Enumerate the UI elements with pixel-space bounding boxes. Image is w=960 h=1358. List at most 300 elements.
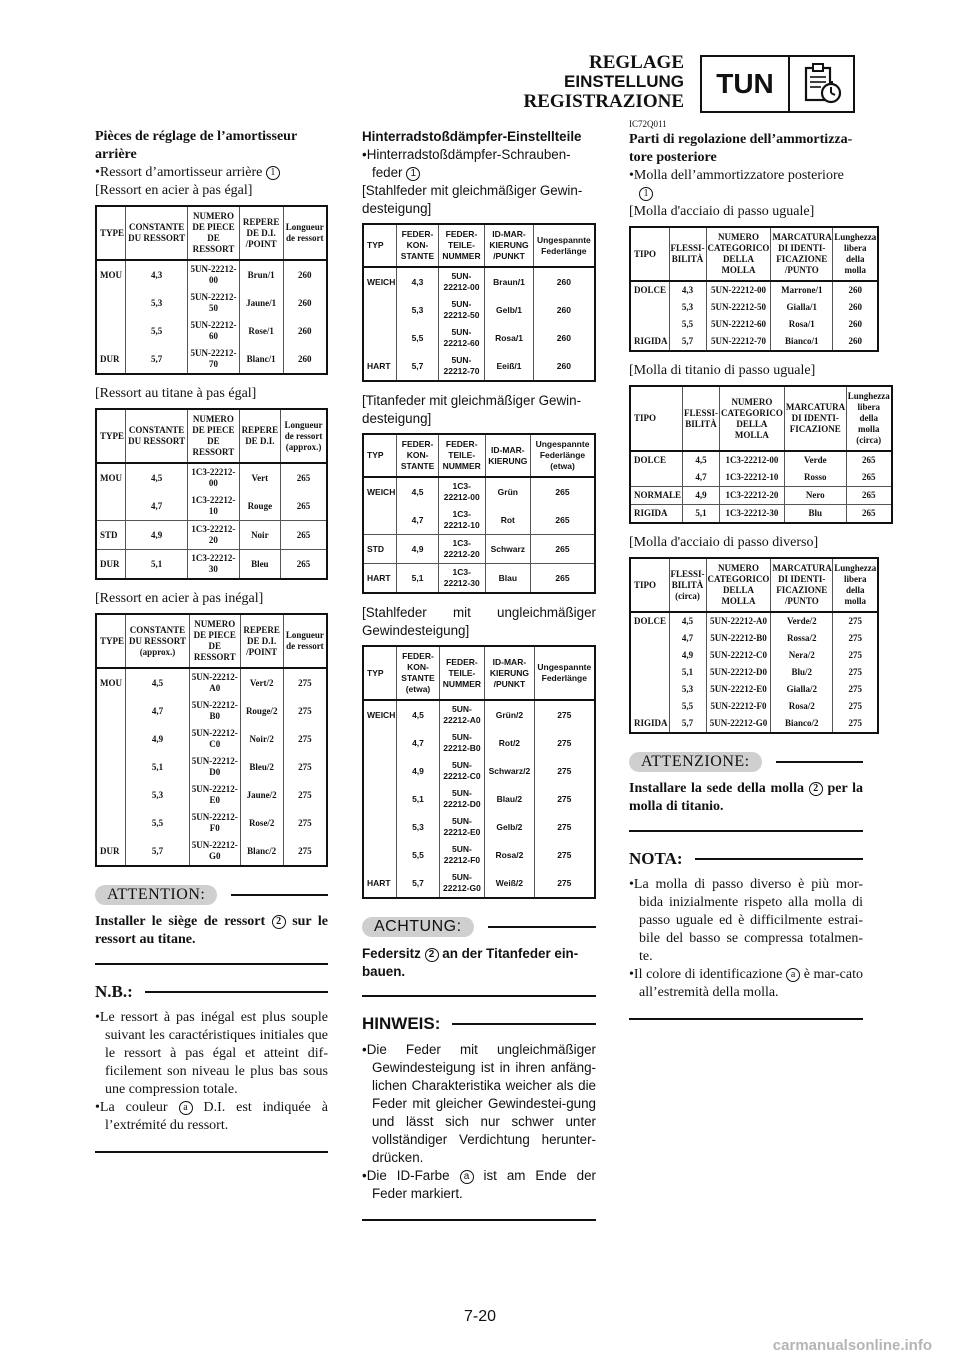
- table-cell: DUR: [100, 845, 120, 856]
- column-header: TIPO: [630, 558, 669, 612]
- table-cell: [630, 664, 669, 681]
- table-cell: 5UN-22212-50: [438, 296, 485, 324]
- table-cell: MOU: [100, 472, 122, 483]
- table-row: [630, 505, 892, 524]
- table-row: [363, 700, 595, 729]
- column-header: NUMERO CATEGORICO DELLA MOLLA: [706, 558, 771, 612]
- fr-note-label: N.B.:: [95, 982, 133, 1001]
- table-row: [363, 813, 595, 841]
- table-row: [363, 785, 595, 813]
- table-cell: 5UN-22212-F0: [706, 698, 771, 715]
- table-cell: 5,1: [669, 664, 706, 681]
- table-cell: DOLCE: [634, 616, 667, 626]
- table-cell: Rosa/1: [485, 324, 533, 352]
- de-bullet-spring: •Hinterradstoßdämpfer-Schrauben-feder 1: [362, 147, 571, 180]
- table-cell: 5,5: [669, 316, 706, 333]
- table-cell: Blu: [784, 505, 846, 524]
- table-cell: 260: [283, 317, 327, 345]
- divider: [231, 894, 328, 896]
- table-cell: 4,3: [126, 260, 188, 289]
- table-cell: 5,1: [397, 785, 439, 813]
- table-cell: 275: [534, 729, 595, 757]
- table-cell: 275: [534, 700, 595, 729]
- fr-table-titanium-equal: [95, 408, 328, 580]
- table-cell: [363, 729, 397, 757]
- table-cell: RIGIDA: [634, 718, 668, 728]
- table-cell: 5,3: [669, 681, 706, 698]
- table-cell: Gialla/2: [771, 681, 833, 698]
- table-cell: 4,9: [126, 725, 190, 753]
- table-cell: 4,5: [669, 612, 706, 630]
- table-cell: 4,7: [126, 492, 188, 521]
- table-cell: 260: [533, 352, 595, 381]
- fr-table-steel-unequal: [95, 613, 328, 867]
- table-cell: 5UN-22212-50: [188, 289, 239, 317]
- column-header: CONSTANTE DU RESSORT: [126, 206, 188, 260]
- table-cell: [96, 809, 126, 837]
- table-cell: 4,7: [683, 469, 720, 487]
- table-cell: Rot: [485, 506, 530, 535]
- table-cell: 265: [846, 505, 892, 524]
- table-cell: Vert: [239, 463, 281, 492]
- column-header: Ungespannte Federlänge (etwa): [531, 434, 596, 477]
- table-row: [96, 317, 327, 345]
- column-header: REPERE DE D.I. /POINT: [240, 614, 283, 668]
- table-cell: 5,7: [397, 352, 438, 381]
- table-cell: 5UN-22212-00: [706, 281, 771, 299]
- callout-1: 1: [406, 167, 420, 181]
- table-cell: 260: [833, 316, 879, 333]
- fr-table2-caption: [Ressort au titane à pas égal]: [95, 386, 257, 401]
- table-cell: 265: [531, 564, 596, 594]
- fr-table1-caption: [Ressort en acier à pas égal]: [95, 183, 253, 198]
- table-cell: 4,5: [397, 477, 438, 506]
- table-cell: 260: [283, 289, 327, 317]
- header-title-fr: REGLAGE: [588, 52, 684, 73]
- de-warning-label: ACHTUNG:: [362, 917, 474, 937]
- table-cell: 275: [283, 809, 327, 837]
- table-cell: Rosa/2: [485, 841, 534, 869]
- table-cell: 1C3-22212-30: [720, 505, 785, 524]
- table-row: [96, 809, 327, 837]
- table-cell: RIGIDA: [634, 336, 668, 346]
- column-header: Lunghezza libera della molla: [833, 558, 879, 612]
- table-cell: Blanc/2: [240, 837, 283, 866]
- callout-1: 1: [639, 187, 653, 201]
- column-header: NUMERO CATEGORICO DELLA MOLLA: [720, 386, 785, 451]
- table-cell: Grün/2: [485, 700, 534, 729]
- it-warning-text: Installare la sede della molla 2 per la molla di titanio.: [629, 781, 864, 814]
- column-header: CONSTANTE DU RESSORT: [126, 409, 188, 463]
- table-cell: Rouge/2: [240, 697, 283, 725]
- table-cell: Nero: [784, 487, 846, 505]
- column-header: FEDER-TEILE-NUMMER: [438, 224, 485, 267]
- table-cell: WEICH: [367, 709, 396, 720]
- fr-bullet-spring: •Ressort d’amortisseur arrière 1: [95, 164, 328, 182]
- column-header: ID-MAR-KIERUNG /PUNKT: [485, 646, 534, 700]
- divider: [776, 761, 863, 763]
- page-number: 7-20: [463, 1308, 497, 1325]
- table-cell: 5UN-22212-70: [706, 333, 771, 351]
- table-cell: [630, 316, 669, 333]
- table-row: [96, 260, 327, 289]
- column-header: REPERE DE D.I. /POINT: [239, 206, 283, 260]
- table-cell: 275: [283, 753, 327, 781]
- table-cell: 275: [283, 725, 327, 753]
- table-row: [96, 289, 327, 317]
- table-cell: 275: [833, 664, 879, 681]
- table-cell: 275: [534, 841, 595, 869]
- table-cell: Eeiß/1: [485, 352, 533, 381]
- table-cell: Rose/2: [240, 809, 283, 837]
- table-cell: 4,9: [669, 647, 706, 664]
- table-cell: 5UN-22212-E0: [189, 781, 240, 809]
- table-cell: 260: [533, 324, 595, 352]
- table-cell: [363, 841, 397, 869]
- table-row: [363, 267, 595, 296]
- table-cell: 5,3: [397, 813, 439, 841]
- it-table3-caption: [Molla d'acciaio di passo diverso]: [629, 535, 819, 550]
- it-table2-caption: [Molla di titanio di passo uguale]: [629, 363, 816, 378]
- divider: [452, 1023, 596, 1025]
- table-row: [96, 753, 327, 781]
- de-note-2: •Die ID-Farbe a ist am Ende der Feder markiert.: [362, 1168, 596, 1201]
- column-header: TYPE: [96, 614, 126, 668]
- table-cell: [630, 647, 669, 664]
- table-cell: 5,7: [126, 837, 190, 866]
- column-header: MARCATURA DI IDENTI-FICAZIONE /PUNTO: [771, 227, 833, 281]
- table-cell: 5,3: [669, 299, 706, 316]
- table-cell: DOLCE: [634, 285, 667, 295]
- table-cell: Gelb/2: [485, 813, 534, 841]
- table-cell: [363, 324, 397, 352]
- table-cell: Vert/2: [240, 668, 283, 697]
- table-cell: Grün: [485, 477, 530, 506]
- table-cell: WEICH: [367, 276, 396, 287]
- table-row: [96, 521, 327, 550]
- table-cell: 1C3-22212-10: [720, 469, 785, 487]
- table-header-row: [96, 614, 327, 668]
- table-cell: Jaune/1: [239, 289, 283, 317]
- fr-note-1: •Le ressort à pas inégal est plus souple suivant les caractéristiques initiales que le ressort à pas égal et atteint dif-ficilement son niveau le plus bas sous une compression totale.: [95, 1010, 328, 1097]
- table-cell: [363, 757, 397, 785]
- de-table3-caption: [Stahlfeder mit ungleichmäßiger Gewindesteigung]: [362, 605, 596, 638]
- table-cell: 5UN-22212-C0: [439, 757, 485, 785]
- table-cell: 5UN-22212-B0: [189, 697, 240, 725]
- table-cell: 260: [833, 333, 879, 351]
- table-cell: 5UN-22212-D0: [706, 664, 771, 681]
- column-header: Ungespannte Federlänge: [534, 646, 595, 700]
- divider: [695, 858, 863, 860]
- table-cell: 1C3-22212-00: [188, 463, 239, 492]
- table-header-row: [363, 224, 595, 267]
- table-cell: 275: [283, 781, 327, 809]
- divider: [362, 1219, 596, 1221]
- de-table-steel-equal: [362, 223, 596, 382]
- divider: [145, 991, 328, 993]
- table-cell: [96, 289, 126, 317]
- table-header-row: [630, 558, 878, 612]
- divider: [629, 1018, 863, 1020]
- table-row: [96, 492, 327, 521]
- table-row: [363, 296, 595, 324]
- section-badge-label: TUN: [702, 57, 790, 111]
- table-cell: Rot/2: [485, 729, 534, 757]
- table-cell: 260: [283, 260, 327, 289]
- table-cell: [363, 813, 397, 841]
- table-cell: 5UN-22212-C0: [706, 647, 771, 664]
- table-row: [630, 630, 878, 647]
- table-cell: Verde/2: [771, 612, 833, 630]
- table-cell: Brun/1: [239, 260, 283, 289]
- de-note-heading: [362, 1015, 596, 1033]
- table-row: [96, 463, 327, 492]
- table-cell: HART: [363, 564, 397, 594]
- table-cell: 4,3: [397, 267, 438, 296]
- table-cell: 275: [833, 715, 879, 733]
- it-table1-caption: [Molla d'acciaio di passo uguale]: [629, 204, 815, 219]
- table-cell: 1C3-22212-10: [438, 506, 485, 535]
- table-cell: Gelb/1: [485, 296, 533, 324]
- table-cell: 260: [533, 267, 595, 296]
- table-cell: 275: [283, 668, 327, 697]
- header-title-de: EINSTELLUNG: [564, 72, 684, 91]
- table-cell: 5UN-22212-G0: [439, 869, 485, 898]
- table-cell: [363, 296, 397, 324]
- table-cell: 5,1: [126, 753, 190, 781]
- table-cell: Schwarz/2: [485, 757, 534, 785]
- table-cell: 4,5: [683, 451, 720, 469]
- german-column: [362, 128, 596, 1239]
- table-cell: 5UN-22212-00: [438, 267, 485, 296]
- table-cell: 260: [833, 299, 879, 316]
- table-cell: Braun/1: [485, 267, 533, 296]
- it-note-2: •Il colore di identificazione a è mar-cato all’estremità della molla.: [629, 967, 863, 1000]
- table-cell: 1C3-22212-20: [720, 487, 785, 505]
- it-note-heading: [629, 850, 863, 868]
- table-cell: 275: [833, 681, 879, 698]
- callout-1: 1: [266, 166, 280, 180]
- table-cell: 5UN-22212-00: [188, 260, 239, 289]
- table-cell: Nera/2: [771, 647, 833, 664]
- divider: [95, 1151, 328, 1153]
- table-cell: Rosa/2: [771, 698, 833, 715]
- it-warning-label: ATTENZIONE:: [629, 752, 762, 772]
- de-table-titanium-equal: [362, 433, 596, 594]
- table-cell: 275: [534, 813, 595, 841]
- table-cell: 265: [846, 469, 892, 487]
- it-bullet-spring: •Molla dell’ammortizzatore posteriore 1: [629, 168, 844, 199]
- column-header: Lunghezza libera della molla (circa): [846, 386, 892, 451]
- table-row: [96, 837, 327, 866]
- table-row: [96, 781, 327, 809]
- table-cell: 275: [833, 698, 879, 715]
- table-cell: WEICH: [367, 486, 396, 497]
- table-cell: 5UN-22212-60: [706, 316, 771, 333]
- table-row: [363, 757, 595, 785]
- table-row: [630, 487, 892, 505]
- de-table1-caption: [Stahlfeder mit gleichmäßiger Gewin-desteigung]: [362, 183, 583, 216]
- column-header: Lunghezza libera della molla: [833, 227, 879, 281]
- table-cell: 4,9: [397, 535, 438, 564]
- callout-a: a: [179, 1101, 193, 1115]
- it-warning-heading: [629, 752, 863, 772]
- table-row: [363, 535, 595, 564]
- table-row: [363, 324, 595, 352]
- table-cell: 275: [833, 612, 879, 630]
- de-warning-heading: [362, 917, 596, 937]
- table-cell: [630, 469, 683, 487]
- italian-column: [629, 118, 890, 1038]
- table-row: [363, 564, 595, 594]
- table-cell: DOLCE: [634, 455, 667, 465]
- table-cell: 5UN-22212-B0: [706, 630, 771, 647]
- table-cell: Bianco/1: [771, 333, 833, 351]
- table-cell: 265: [846, 487, 892, 505]
- table-cell: 5UN-22212-C0: [189, 725, 240, 753]
- divider: [362, 995, 596, 997]
- table-cell: 5UN-22212-E0: [439, 813, 485, 841]
- fr-table-steel-equal: [95, 205, 328, 375]
- table-row: [630, 681, 878, 698]
- table-cell: 5UN-22212-F0: [439, 841, 485, 869]
- table-cell: Rouge: [239, 492, 281, 521]
- it-reference-code: IC72Q011: [629, 119, 667, 129]
- table-header-row: [630, 227, 878, 281]
- column-header: REPERE DE D.I.: [239, 409, 281, 463]
- table-cell: Rose/1: [239, 317, 283, 345]
- table-cell: 265: [846, 451, 892, 469]
- callout-2: 2: [425, 948, 439, 962]
- table-cell: 260: [833, 281, 879, 299]
- table-cell: STD: [96, 521, 126, 550]
- table-row: [363, 729, 595, 757]
- table-cell: DUR: [100, 353, 120, 364]
- table-cell: 4,9: [126, 521, 188, 550]
- column-header: TIPO: [630, 386, 683, 451]
- table-cell: 1C3-22212-20: [438, 535, 485, 564]
- column-header: NUMERO DE PIECE DE RESSORT: [188, 206, 239, 260]
- callout-a: a: [786, 968, 800, 982]
- table-row: [96, 725, 327, 753]
- table-cell: 1C3-22212-00: [720, 451, 785, 469]
- table-cell: 4,7: [669, 630, 706, 647]
- table-cell: 4,7: [126, 697, 190, 725]
- table-cell: [96, 725, 126, 753]
- fr-warning-label: ATTENTION:: [95, 885, 217, 905]
- table-cell: 5UN-22212-60: [438, 324, 485, 352]
- table-cell: 275: [283, 697, 327, 725]
- table-cell: 5,7: [397, 869, 439, 898]
- table-row: [363, 506, 595, 535]
- header-title-it: REGISTRAZIONE: [523, 91, 684, 112]
- table-cell: 265: [531, 477, 596, 506]
- table-cell: Jaune/2: [240, 781, 283, 809]
- table-cell: 5,5: [126, 809, 190, 837]
- watermark: carmanualsonline.info: [772, 1337, 932, 1354]
- column-header: FEDER-KON-STANTE (etwa): [397, 646, 439, 700]
- table-cell: [96, 492, 126, 521]
- table-cell: [630, 698, 669, 715]
- de-note-1: •Die Feder mit ungleichmäßiger Gewindesteigung ist in ihren anfäng-lichen Charakteristika weicher als die Feder mit gleicher Gewindestei-gung und lässt sich nur schwer unter vollständiger Verdichtung herunter-drücken.: [362, 1042, 596, 1165]
- table-cell: Bianco/2: [771, 715, 833, 733]
- column-header: TYP: [363, 646, 397, 700]
- table-cell: Blanc/1: [239, 345, 283, 374]
- table-row: [630, 698, 878, 715]
- table-cell: 4,5: [126, 463, 188, 492]
- table-cell: Blau/2: [485, 785, 534, 813]
- table-cell: Blau: [485, 564, 530, 594]
- column-header: Longueur de ressort: [283, 614, 327, 668]
- table-cell: 1C3-22212-00: [438, 477, 485, 506]
- table-cell: 5,7: [126, 345, 188, 374]
- column-header: FEDER-TEILE-NUMMER: [438, 434, 485, 477]
- table-cell: 265: [531, 535, 596, 564]
- table-row: [630, 451, 892, 469]
- section-badge: [700, 55, 855, 113]
- table-cell: Rosso: [784, 469, 846, 487]
- table-cell: 4,5: [126, 668, 190, 697]
- table-cell: 5,1: [397, 564, 438, 594]
- table-cell: 4,7: [397, 729, 439, 757]
- column-header: TYPE: [96, 409, 126, 463]
- column-header: CONSTANTE DU RESSORT (approx.): [126, 614, 190, 668]
- table-cell: Noir/2: [240, 725, 283, 753]
- table-cell: [363, 506, 397, 535]
- table-cell: 5,5: [669, 698, 706, 715]
- table-cell: 265: [281, 550, 327, 580]
- table-cell: Blu/2: [771, 664, 833, 681]
- column-header: NUMERO DE PIECE DE RESSORT: [189, 614, 240, 668]
- table-cell: 265: [531, 506, 596, 535]
- column-header: Longueur de ressort: [283, 206, 327, 260]
- table-cell: 275: [833, 647, 879, 664]
- table-row: [363, 352, 595, 381]
- table-cell: RIGIDA: [630, 505, 683, 524]
- table-cell: 5UN-22212-60: [188, 317, 239, 345]
- table-cell: Gialla/1: [771, 299, 833, 316]
- table-row: [96, 697, 327, 725]
- table-header-row: [630, 386, 892, 451]
- table-cell: 4,3: [669, 281, 706, 299]
- table-row: [630, 333, 878, 351]
- table-row: [630, 612, 878, 630]
- table-cell: 5,1: [126, 550, 188, 580]
- table-cell: Weiß/2: [485, 869, 534, 898]
- table-cell: 5UN-22212-50: [706, 299, 771, 316]
- table-header-row: [363, 646, 595, 700]
- column-header: NUMERO CATEGORICO DELLA MOLLA: [706, 227, 771, 281]
- table-cell: Marrone/1: [771, 281, 833, 299]
- table-cell: 260: [283, 345, 327, 374]
- table-cell: 4,9: [397, 757, 439, 785]
- table-cell: 5UN-22212-E0: [706, 681, 771, 698]
- column-header: FEDER-KON-STANTE: [397, 434, 438, 477]
- table-cell: MOU: [100, 269, 122, 280]
- column-header: FEDER-TEILE-NUMMER: [439, 646, 485, 700]
- table-cell: 1C3-22212-30: [188, 550, 239, 580]
- table-cell: 265: [281, 463, 327, 492]
- table-cell: HART: [367, 877, 391, 888]
- column-header: TIPO: [630, 227, 669, 281]
- table-cell: 5UN-22212-A0: [706, 612, 771, 630]
- column-header: TYP: [363, 224, 397, 267]
- french-column: [95, 128, 328, 1171]
- column-header: ID-MAR-KIERUNG: [485, 434, 530, 477]
- it-table-steel-equal: [629, 226, 879, 352]
- column-header: FEDER-KON-STANTE: [397, 224, 438, 267]
- table-cell: 4,9: [683, 487, 720, 505]
